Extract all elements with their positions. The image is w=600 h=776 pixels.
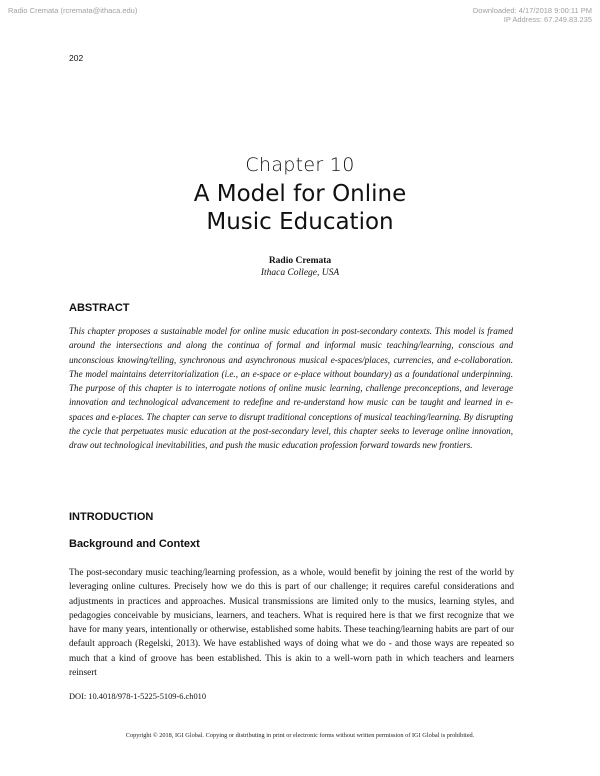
copyright-footer: Copyright © 2018, IGI Global. Copying or distributing in print or electronic forms without written permission of IGI Global is prohibited. — [125, 732, 475, 739]
ip-address: IP Address: 67.249.83.235 — [503, 15, 592, 24]
chapter-title-line-1: A Model for Online — [193, 181, 407, 207]
introduction-paragraph: The post-secondary music teaching/learning profession, as a whole, would benefit by joining the rest of the world by leveraging online cultures. Precisely how we do this is part of our challenge; it requires careful considerations and adjustments in practices and approaches. Musical transmissions are limited only to the musics, learning styles, and pedagogies conceivable by musicians, learners, and teachers. What is required here is that we first recognize that we have for many years, intentionally or otherwise, established some habits. These teaching/learning habits are part of our default approach (Regelski, 2013). We have established ways of doing what we do - and those ways are repeated so much that a kind of groove has been established. This is akin to a well-worn path in which teachers and learners reinsert — [69, 568, 514, 679]
abstract-text: This chapter proposes a sustainable model for online music education in post-secondary contexts. This model is framed around the intersections and along the continua of formal and informal music teaching/learning, conscious and unconscious knowing/telling, synchronous and asynchronous musical e-spaces/places, currencies, and e-collaboration. The model maintains deterritorialization (i.e., an e-space or e-place without boundary) as a foundational underpinning. The purpose of this chapter is to interrogate notions of online music learning, challenge preconceptions, and leverage innovation and technological advancement to redefine and re-understand how music can be taught and learned in e-spaces and e-places. The chapter can serve to disrupt traditional conceptions of musical teaching/learning. By disrupting the cycle that perpetuates music education at the post-secondary level, this chapter seeks to leverage online innovation, draw out technological inevitabilities, and push the music education profession forward towards new frontiers. — [69, 326, 513, 451]
introduction-heading: INTRODUCTION — [69, 511, 154, 523]
doi: DOI: 10.4018/978-1-5225-5109-6.ch010 — [69, 692, 207, 701]
background-subheading: Background and Context — [69, 538, 200, 550]
chapter-number: Chapter 10 — [245, 154, 355, 176]
chapter-title — [0, 180, 600, 236]
page-number: 202 — [69, 53, 84, 63]
download-watermark-user: Radio Cremata (rcremata@ithaca.edu) — [8, 6, 138, 15]
abstract-heading: ABSTRACT — [69, 302, 130, 314]
download-watermark-info — [473, 6, 592, 24]
author-affiliation: Ithaca College, USA — [260, 268, 340, 278]
chapter-title-line-2: Music Education — [206, 209, 394, 235]
download-timestamp: Downloaded: 4/17/2018 9:00:11 PM — [472, 6, 592, 15]
author-name: Radio Cremata — [268, 256, 332, 266]
